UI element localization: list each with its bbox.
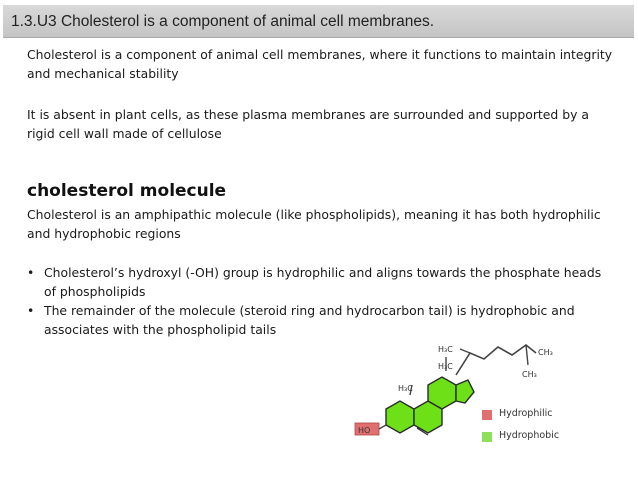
slide-title: 1.3.U3 Cholesterol is a component of animal cell membranes. bbox=[11, 13, 435, 30]
steroid-ring-d bbox=[456, 380, 474, 403]
label-h3c-top: H₃C bbox=[438, 345, 453, 354]
bullet-text: The remainder of the molecule (steroid ring and hydrocarbon tail) is hydrophobic and associates with the phospholipid tails bbox=[44, 303, 575, 337]
bullet-dot: • bbox=[27, 303, 35, 318]
tail-branch bbox=[526, 345, 528, 365]
legend-label-hydrophobic: Hydrophobic bbox=[499, 430, 560, 441]
label-ho: HO bbox=[358, 426, 371, 435]
legend-swatch-hydrophobic bbox=[482, 432, 492, 442]
bullet-list bbox=[27, 263, 617, 339]
legend-swatch-hydrophilic bbox=[482, 410, 492, 420]
steroid-ring-a bbox=[386, 401, 414, 433]
legend-label-hydrophilic: Hydrophilic bbox=[499, 408, 553, 419]
label-h3c-mid: H₃C bbox=[438, 362, 453, 371]
intro-paragraph-2: It is absent in plant cells, as these plasma membranes are surrounded and supported by a rigid cell wall made of cellulose bbox=[27, 107, 589, 141]
tail-branch bbox=[460, 349, 470, 353]
list-item bbox=[27, 263, 617, 301]
label-h3c-left: H₃C bbox=[398, 384, 413, 393]
cholesterol-structure-diagram bbox=[350, 333, 570, 445]
bullet-text: Cholesterol’s hydroxyl (-OH) group is hydrophilic and aligns towards the phosphate heads of phospholipids bbox=[44, 265, 602, 299]
intro-paragraph-1: Cholesterol is a component of animal cell membranes, where it functions to maintain integrity and mechanical stability bbox=[27, 47, 613, 81]
steroid-ring-c bbox=[428, 377, 456, 409]
section-body: Cholesterol is an amphipathic molecule (like phospholipids), meaning it has both hydrophilic and hydrophobic regions bbox=[27, 207, 601, 241]
label-ch3-lower: CH₃ bbox=[522, 370, 537, 379]
section-heading: cholesterol molecule bbox=[27, 181, 227, 201]
label-ch3-right: CH₃ bbox=[538, 348, 553, 357]
hydroxyl-bond bbox=[379, 425, 386, 429]
slide-title-bar bbox=[3, 5, 634, 38]
bullet-dot: • bbox=[27, 265, 35, 280]
